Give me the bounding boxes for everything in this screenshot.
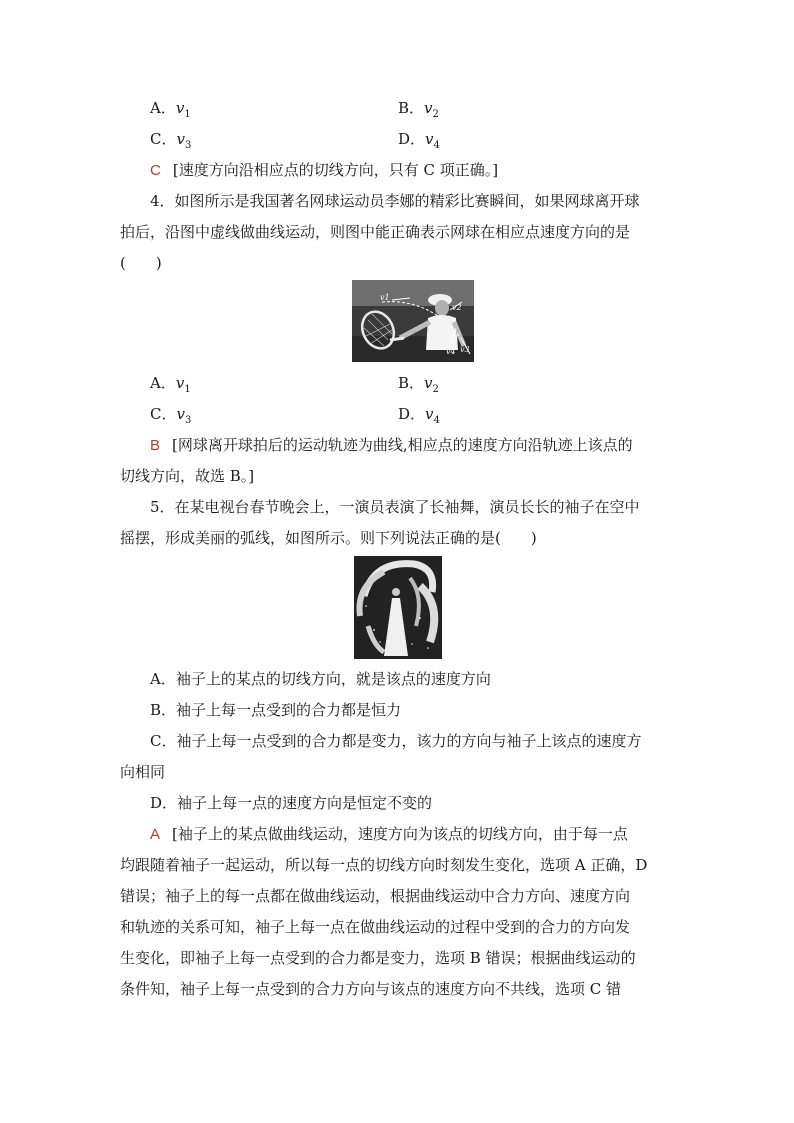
tennis-figure: [352, 280, 474, 362]
figure-label-v4: v4: [446, 347, 456, 356]
q5-option-c-line-2: 向相同: [120, 763, 166, 781]
q3-answer-letter: C: [150, 162, 161, 179]
q3-option-a: A．$v_1$: [150, 99, 191, 120]
q5-option-b: B．袖子上每一点受到的合力都是恒力: [150, 701, 402, 719]
q4-stem-line-3: ( ): [120, 254, 162, 272]
q4-option-c: C．$v_3$: [150, 405, 192, 426]
q5-answer-line-1: A [袖子上的某点做曲线运动，速度方向为该点的切线方向，由于每一点: [150, 825, 628, 843]
q5-answer-line-4: 和轨迹的关系可知，袖子上每一点在做曲线运动的过程中受到的合力的方向发: [120, 918, 631, 936]
q5-answer-line-6: 条件知，袖子上每一点受到的合力方向与该点的速度方向不共线，选项 C 错: [120, 980, 622, 998]
q5-answer-letter: A: [150, 826, 161, 843]
q5-answer-line-2: 均跟随着袖子一起运动，所以每一点的切线方向时刻发生变化，选项 A 正确，D: [120, 856, 648, 874]
figure-label-v3: v3: [460, 345, 470, 354]
q4-answer-line-2: 切线方向，故选 B。]: [120, 467, 255, 485]
q3-answer: [150, 160, 680, 181]
q4-option-b: B．$v_2$: [398, 374, 439, 395]
q4-option-a: A．$v_1$: [150, 374, 191, 395]
q4-answer-line-1: B [网球离开球拍后的运动轨迹为曲线,相应点的速度方向沿轨迹上该点的: [150, 436, 633, 454]
q4-stem-line-2: 拍后，沿图中虚线做曲线运动，则图中能正确表示网球在相应点速度方向的是: [120, 223, 631, 241]
q5-answer-line-5: 生变化，即袖子上每一点受到的合力都是变力，选项 B 错误；根据曲线运动的: [120, 949, 636, 967]
q5-stem-line-1: 5．在某电视台春节晚会上，一演员表演了长袖舞，演员长长的袖子在空中: [150, 498, 640, 516]
q4-option-d: D．$v_4$: [398, 405, 440, 426]
q3-option-b: B．$v_2$: [398, 99, 439, 120]
q5-option-c-line-1: C．袖子上每一点受到的合力都是变力，该力的方向与袖子上该点的速度方: [150, 732, 642, 750]
q3-option-d: D．$v_4$: [398, 130, 440, 151]
q4-answer-letter: B: [150, 437, 161, 454]
sleeve-dance-figure: [354, 556, 442, 659]
q5-option-d: D．袖子上每一点的速度方向是恒定不变的: [150, 794, 433, 812]
q4-stem-line-1: 4．如图所示是我国著名网球运动员李娜的精彩比赛瞬间，如果网球离开球: [150, 192, 640, 210]
q5-answer-line-3: 错误；袖子上的每一点都在做曲线运动，根据曲线运动中合力方向、速度方向: [120, 887, 631, 905]
figure-label-v2: v2: [452, 303, 462, 312]
q3-answer-text: [速度方向沿相应点的切线方向，只有 C 项正确。]: [172, 161, 499, 179]
q5-option-a: A．袖子上的某点的切线方向，就是该点的速度方向: [150, 670, 491, 688]
q3-option-c: C．$v_3$: [150, 130, 192, 151]
q5-stem-line-2: 摇摆，形成美丽的弧线，如图所示。则下列说法正确的是( ): [120, 529, 537, 547]
figure-label-v1: v1: [380, 293, 390, 302]
